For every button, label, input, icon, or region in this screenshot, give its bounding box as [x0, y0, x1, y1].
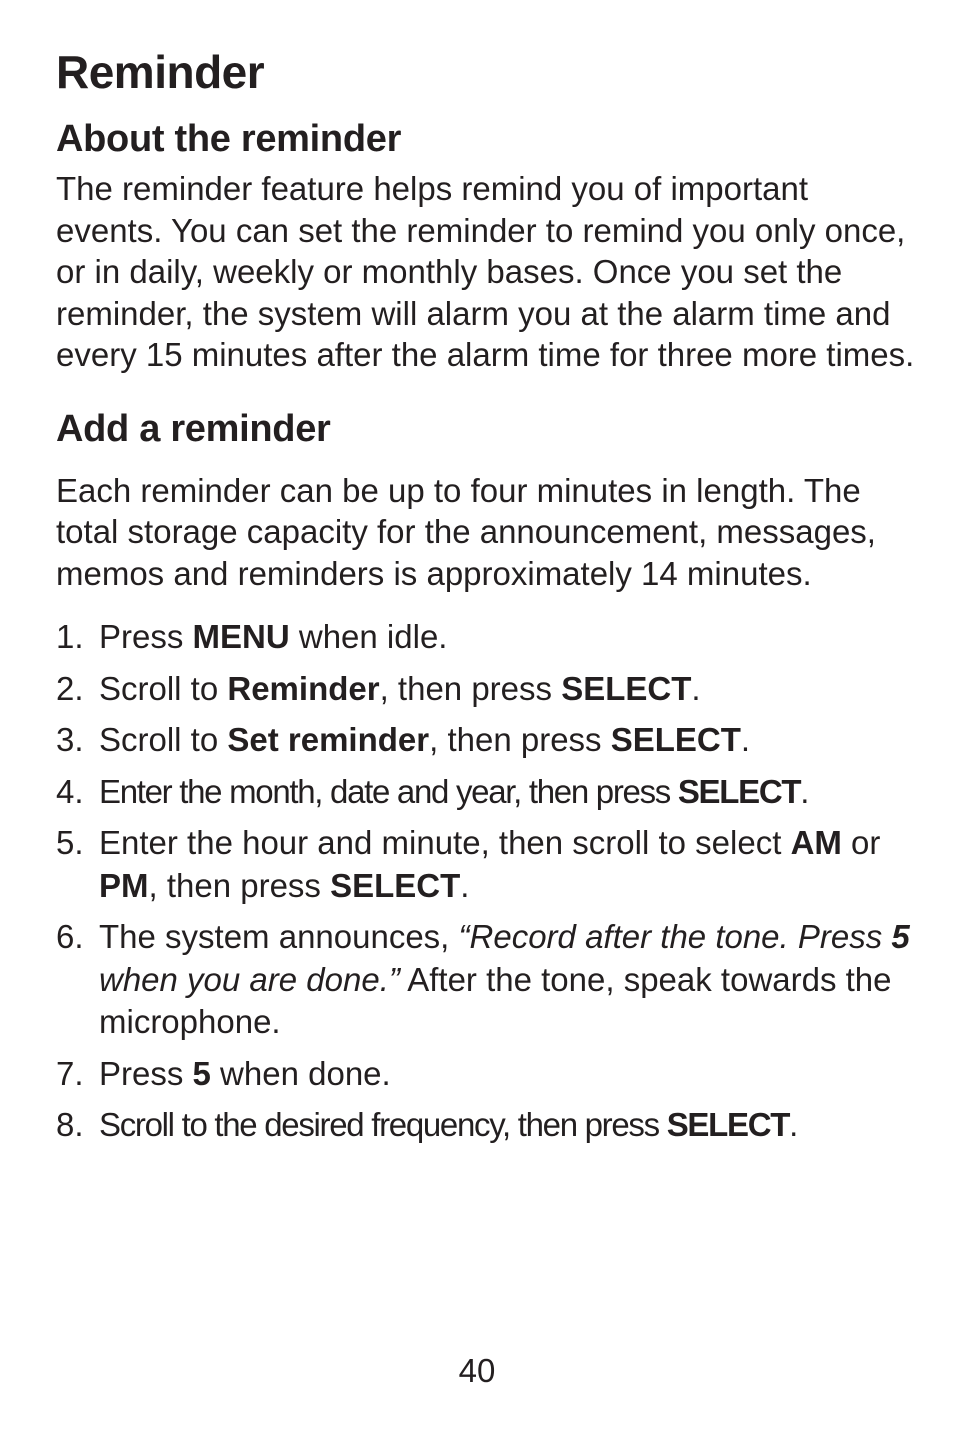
step-quote: “Record after the tone. Press	[458, 918, 892, 955]
step-keyword: SELECT	[610, 721, 741, 758]
step-text: when done.	[210, 1054, 391, 1092]
step-keyword: SELECT	[330, 866, 461, 904]
step-text: Press	[99, 1054, 193, 1092]
step-5	[56, 822, 916, 907]
step-number: 7.	[56, 1054, 84, 1092]
step-text: .	[800, 772, 809, 810]
step-keyword: AM	[790, 824, 842, 861]
step-text: , then press	[429, 721, 611, 758]
page-title: Reminder	[56, 46, 265, 98]
step-text: or	[841, 824, 881, 861]
step-7	[56, 1053, 916, 1096]
step-text: After the tone, speak towards the microphone.	[99, 960, 892, 1040]
step-text: , then press	[379, 669, 562, 707]
manual-page	[56, 44, 916, 1156]
step-keyword: 5	[192, 1054, 211, 1092]
step-number: 1.	[56, 618, 84, 655]
step-text: .	[789, 1106, 797, 1143]
add-paragraph: Each reminder can be up to four minutes in length. The total storage capacity for the announcement, messages, memos and reminders is approximately 14 minutes.	[56, 471, 876, 592]
add-heading: Add a reminder	[56, 407, 331, 450]
step-keyword: Set reminder	[227, 721, 430, 758]
step-text: The system announces,	[99, 918, 459, 955]
step-1	[56, 616, 916, 659]
step-text: Scroll to	[99, 721, 228, 758]
about-heading: About the reminder	[56, 118, 402, 160]
step-text: Enter the month, date and year, then press	[99, 772, 678, 810]
step-number: 4.	[56, 772, 84, 810]
step-6	[56, 916, 916, 1044]
step-4	[56, 771, 916, 814]
step-number: 2.	[56, 669, 84, 707]
step-keyword: SELECT	[561, 669, 692, 707]
step-text: when idle.	[289, 618, 448, 655]
step-text: Press	[99, 618, 193, 655]
step-keyword: MENU	[192, 618, 290, 655]
step-keyword: SELECT	[666, 1106, 790, 1143]
step-number: 6.	[56, 918, 84, 955]
step-text: Scroll to	[99, 669, 228, 707]
about-paragraph: The reminder feature helps remind you of important events. You can set the reminder to remind you only once, or in daily, weekly or monthly bases. Once you set the reminder, the system will alarm you at the alarm time and every 15 minutes after the alarm time for three more times.	[56, 170, 915, 373]
step-number: 8.	[56, 1106, 84, 1143]
step-text: .	[740, 721, 751, 758]
step-8	[56, 1104, 916, 1147]
step-number: 5.	[56, 824, 84, 861]
step-text: Enter the hour and minute, then scroll to select	[99, 824, 791, 861]
step-2	[56, 668, 916, 711]
step-3	[56, 719, 916, 762]
page-number: 40	[458, 1352, 496, 1389]
step-text: .	[691, 669, 701, 707]
step-keyword: Reminder	[227, 669, 380, 707]
step-text: Scroll to the desired frequency, then press	[99, 1106, 667, 1143]
step-quote: when you are done.”	[99, 960, 400, 998]
step-number: 3.	[56, 721, 84, 758]
step-keyword: 5	[891, 918, 910, 955]
step-keyword: PM	[99, 866, 149, 904]
step-text: .	[460, 866, 470, 904]
step-keyword: SELECT	[677, 772, 801, 810]
step-text: , then press	[148, 866, 331, 904]
steps-list	[56, 616, 916, 1147]
